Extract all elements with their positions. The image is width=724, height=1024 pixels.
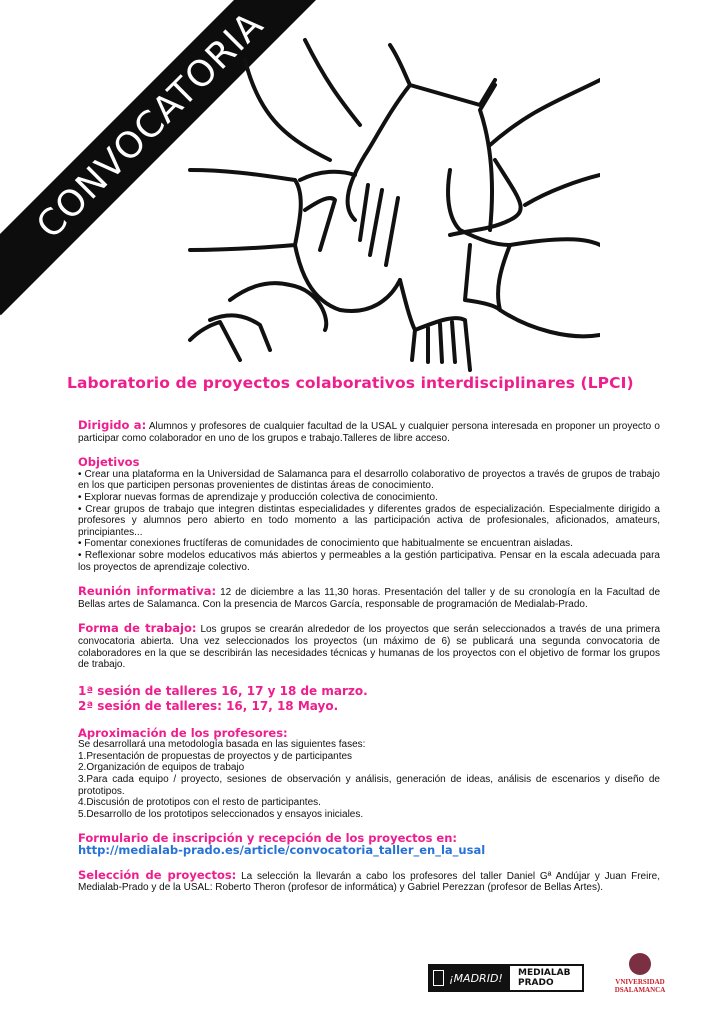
forma-heading: Forma de trabajo:	[78, 621, 197, 636]
objetivo-item: • Fomentar conexiones fructíferas de comunidades de conocimiento que habitualmente se encuentran aisladas.	[78, 538, 573, 550]
formulario-section	[78, 833, 660, 856]
objetivo-item: • Crear una plataforma en la Universidad de Salamanca para el desarrollo colaborativo de proyectos a través de grupos de trabajo en los que participen personas provenientes de distintas áreas de conocimiento.	[78, 468, 660, 492]
hands-illustration	[150, 30, 600, 375]
usal-line2: DSALAMANCA	[614, 986, 666, 994]
medialab-line2: PRADO	[518, 978, 554, 988]
forma-section	[78, 623, 660, 670]
objetivos-heading: Objetivos	[78, 455, 140, 470]
aproximacion-intro: Se desarrollará una metodología basada en las siguientes fases:	[78, 739, 366, 751]
seleccion-heading: Selección de proyectos:	[78, 867, 237, 882]
sesiones-section	[78, 684, 660, 714]
madrid-logo-text: ¡MADRID!	[449, 971, 503, 985]
forma-text: Los grupos se crearán alrededor de los proyectos que serán seleccionados a través de una primera convocatoria abierta. Una vez seleccionados los proyectos (un máximo de 6) se publicará una segunda convocatoria de colaboradores en la que se describirán las necesidades técnicas y humanas de los proyectos con el objetivo de formar los grupos de trabajo.	[78, 624, 661, 671]
phase-item: 1.Presentación de propuestas de proyectos y de participantes	[78, 750, 353, 762]
reunion-section	[78, 586, 660, 610]
banner-text: CONVOCATORIA	[28, 3, 272, 247]
phase-item: 2.Organización de equipos de trabajo	[78, 762, 245, 774]
seleccion-section	[78, 867, 660, 894]
madrid-crest-icon	[433, 970, 444, 986]
medialab-prado-logo	[508, 964, 584, 992]
formulario-heading: Formulario de inscripción y recepción de los proyectos en:	[78, 831, 458, 846]
usal-line1: VNIVERSIDAD	[615, 978, 665, 986]
phase-item: 4.Discusión de prototipos con el resto de participantes.	[78, 797, 321, 809]
second-session: 2ª sesión de talleres: 16, 17, 18 Mayo.	[78, 698, 339, 713]
phase-item: 5.Desarrollo de los prototipos seleccionados y ensayos iniciales.	[78, 808, 364, 820]
seleccion-text: La selección la llevarán a cabo los profesores del taller Daniel Gª Andújar y Juan Freire, Medialab-Prado y de la USAL: Roberto Theron (profesor de informática) y Gabriel Perezzan (profesor de Bellas Artes).	[78, 870, 660, 894]
objetivo-item: • Reflexionar sobre modelos educativos más abiertos y permeables a la gestión participativa. Pensar en la escala adecuada para los proyectos de aprendizaje colectivo.	[78, 549, 660, 573]
medialab-line1: MEDIALAB	[518, 968, 571, 978]
objetivos-section	[78, 457, 660, 573]
registration-link[interactable]: http://medialab-prado.es/article/convocatoria_taller_en_la_usal	[78, 843, 486, 858]
university-seal-icon	[629, 953, 651, 975]
objetivo-item: • Crear grupos de trabajo que integren distintas especialidades y diferentes grados de especialización. Especialmente dirigido a profesores y alumnos pero abierto en todo momento a las participación activa de profesionales, aficionados, amateurs, principiantes...	[78, 503, 660, 538]
aproximacion-section	[78, 725, 660, 821]
objetivo-item: • Explorar nuevas formas de aprendizaje y producción colectiva de conocimiento.	[78, 491, 438, 503]
sponsor-logos	[428, 964, 584, 992]
dirigido-text: Alumnos y profesores de cualquier facultad de la USAL y cualquier persona interesada en proponer un proyecto o participar como colaborador en uno de los grupos e trabajo.Talleres de libre acceso.	[78, 421, 660, 444]
dirigido-heading: Dirigido a:	[78, 418, 147, 432]
first-session: 1ª sesión de talleres 16, 17 y 18 de marzo.	[78, 683, 368, 698]
reunion-heading: Reunión informativa:	[78, 584, 217, 599]
usal-logo	[610, 953, 670, 994]
document-body	[78, 420, 660, 907]
reunion-text: 12 de diciembre a las 11,30 horas. Presentación del taller y de su cronología en la Facultad de Bellas artes de Salamanca. Con la presencia de Marcos García, responsable de programación de Medialab-Prado.	[78, 587, 661, 610]
madrid-logo	[428, 964, 508, 992]
phase-item: 3.Para cada equipo / proyecto, sesiones de observación y análisis, generación de ideas, análisis de escenarios y diseño de prototipos.	[78, 774, 660, 797]
aproximacion-heading: Aproximación de los profesores:	[78, 725, 288, 740]
dirigido-section	[78, 420, 660, 444]
page-title: Laboratorio de proyectos colaborativos interdisciplinares (LPCI)	[67, 374, 634, 392]
